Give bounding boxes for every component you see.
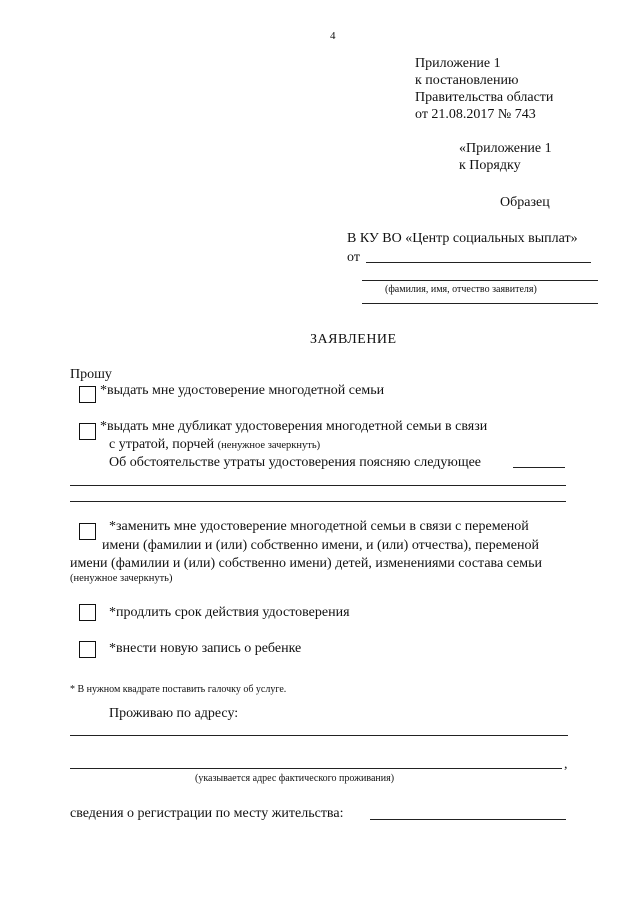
appendix-line3: Правительства области <box>415 90 554 105</box>
appendix2-line1: «Приложение 1 <box>459 141 552 156</box>
sample-label: Образец <box>500 195 550 210</box>
appendix2-line2: к Порядку <box>459 158 521 173</box>
from-caption: (фамилия, имя, отчество заявителя) <box>385 284 537 295</box>
residence-comma: , <box>564 757 568 772</box>
checkbox-issue-duplicate[interactable] <box>79 423 96 440</box>
registration-line[interactable] <box>370 819 566 820</box>
option-duplicate-explain: Об обстоятельстве утраты удостоверения поясняю следующее <box>109 455 482 470</box>
residence-line-1[interactable] <box>70 735 568 736</box>
explain-line-2[interactable] <box>70 485 566 486</box>
checkbox-issue-certificate[interactable] <box>79 386 96 403</box>
explain-line-1[interactable] <box>513 467 565 468</box>
page-number: 4 <box>330 30 336 42</box>
option-extend-validity: *продлить срок действия удостоверения <box>109 605 350 620</box>
option-issue-certificate: *выдать мне удостоверение многодетной семьи <box>100 383 385 398</box>
from-name-line[interactable] <box>366 262 591 263</box>
appendix-line2: к постановлению <box>415 73 519 88</box>
request-label: Прошу <box>70 367 112 382</box>
residence-caption: (указывается адрес фактического проживания) <box>195 773 395 784</box>
option-replace-line3: имени (фамилии и (или) собственно имени) детей, изменениями состава семьи <box>70 556 543 571</box>
from-name-line-2[interactable] <box>362 280 598 281</box>
appendix-line1: Приложение 1 <box>415 56 501 71</box>
footnote: * В нужном квадрате поставить галочку об услуге. <box>70 684 287 695</box>
residence-label: Проживаю по адресу: <box>109 706 239 721</box>
option-add-child: *внести новую запись о ребенке <box>109 641 302 656</box>
option-replace-line1: *заменить мне удостоверение многодетной семьи в связи с переменой <box>109 519 529 534</box>
option-replace-hint: (ненужное зачеркнуть) <box>70 573 173 584</box>
residence-line-2[interactable] <box>70 768 562 769</box>
option-duplicate-line2 <box>109 436 320 454</box>
option-duplicate-line1: *выдать мне дубликат удостоверения многодетной семьи в связи <box>100 419 488 434</box>
explain-line-3[interactable] <box>70 501 566 502</box>
checkbox-add-child[interactable] <box>79 641 96 658</box>
option-duplicate-text: с утратой, порчей <box>109 437 215 452</box>
addressee-to: В КУ ВО «Центр социальных выплат» <box>347 231 578 246</box>
addressee-from-label: от <box>347 250 360 265</box>
checkbox-replace-certificate[interactable] <box>79 523 96 540</box>
checkbox-extend-validity[interactable] <box>79 604 96 621</box>
option-replace-line2: имени (фамилии и (или) собственно имени, и (или) отчества), переменой <box>102 538 539 553</box>
from-name-line-3[interactable] <box>362 303 598 304</box>
appendix-line4: от 21.08.2017 № 743 <box>415 107 536 122</box>
option-duplicate-hint: (ненужное зачеркнуть) <box>217 440 321 451</box>
page-title: ЗАЯВЛЕНИЕ <box>310 332 397 347</box>
registration-label: сведения о регистрации по месту жительства: <box>70 806 344 821</box>
